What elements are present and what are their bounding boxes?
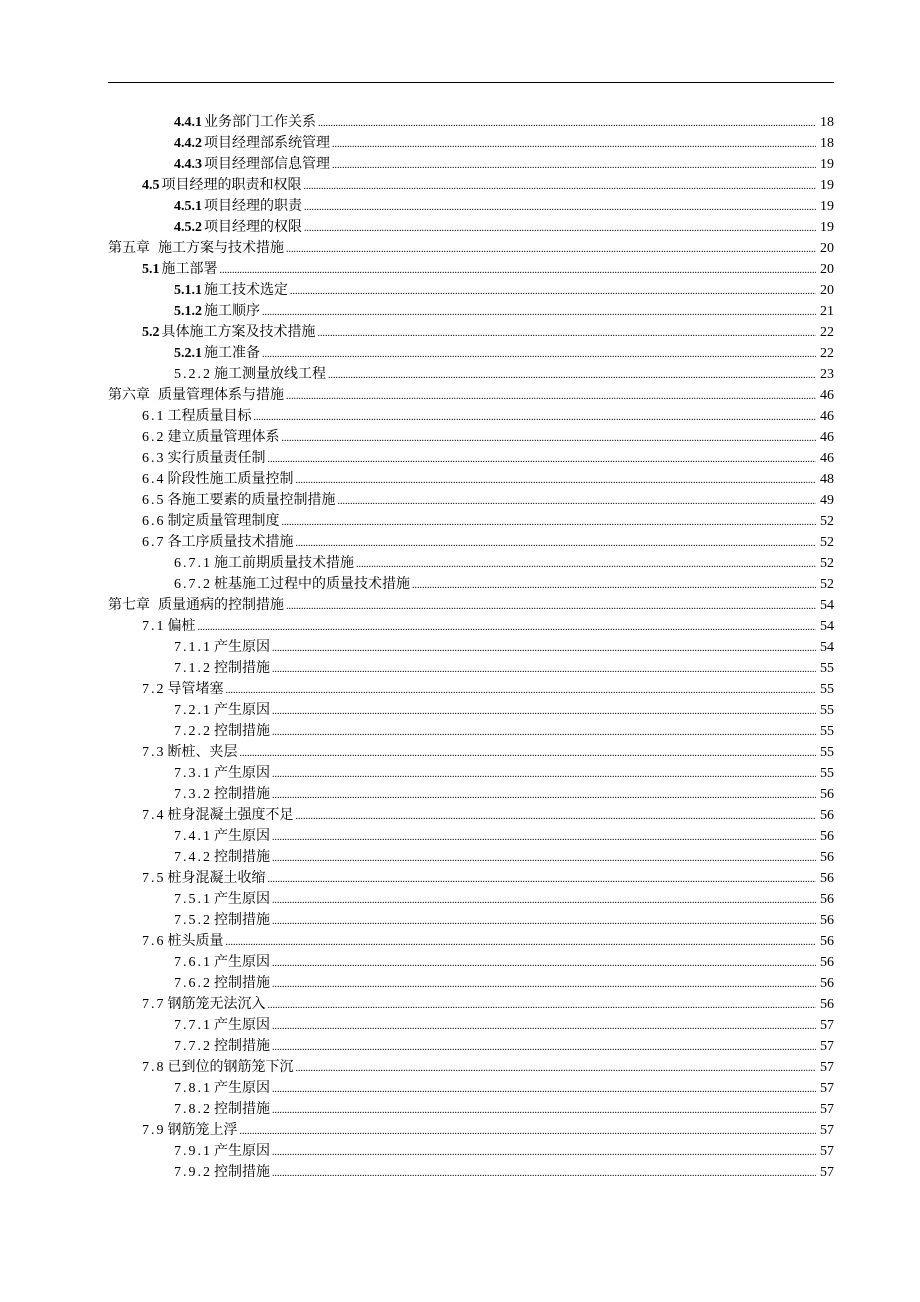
toc-entry-15[interactable] xyxy=(108,406,834,427)
toc-entry-page: 19 xyxy=(820,157,834,172)
toc-entry-page: 48 xyxy=(820,472,834,487)
toc-entry-title: 阶段性施工质量控制 xyxy=(167,471,294,487)
toc-leader-dots xyxy=(272,785,816,806)
toc-entry-page: 56 xyxy=(820,955,834,970)
toc-entry-number: 6.7 xyxy=(142,535,166,550)
toc-entry-title: 项目经理的职责和权限 xyxy=(161,177,302,193)
toc-entry-39[interactable] xyxy=(108,910,834,931)
toc-entry-title: 施工准备 xyxy=(204,345,260,361)
toc-entry-number: 7.5.2 xyxy=(174,913,212,928)
toc-entry-number: 7.3.2 xyxy=(174,787,212,802)
toc-leader-dots xyxy=(240,1121,817,1142)
toc-entry-18[interactable] xyxy=(108,469,834,490)
toc-entry-title: 施工方案与技术措施 xyxy=(158,240,284,256)
toc-entry-21[interactable] xyxy=(108,532,834,553)
toc-entry-36[interactable] xyxy=(108,847,834,868)
toc-leader-dots xyxy=(272,1037,816,1058)
toc-entry-title: 控制措施 xyxy=(214,1101,270,1117)
toc-entry-8[interactable] xyxy=(108,259,834,280)
toc-entry-number: 7.3.1 xyxy=(174,766,212,781)
toc-leader-dots xyxy=(304,197,816,218)
toc-entry-title: 施工顺序 xyxy=(204,303,260,319)
toc-entry-19[interactable] xyxy=(108,490,834,511)
toc-leader-dots xyxy=(268,995,817,1016)
toc-entry-34[interactable] xyxy=(108,805,834,826)
toc-entry-page: 46 xyxy=(820,409,834,424)
toc-entry-50[interactable] xyxy=(108,1141,834,1162)
toc-leader-dots xyxy=(272,1163,816,1184)
toc-entry-page: 55 xyxy=(820,661,834,676)
toc-entry-title: 产生原因 xyxy=(214,891,270,907)
toc-entry-31[interactable] xyxy=(108,742,834,763)
toc-entry-page: 20 xyxy=(820,241,834,256)
toc-entry-title: 项目经理部信息管理 xyxy=(204,156,330,172)
toc-entry-44[interactable] xyxy=(108,1015,834,1036)
toc-entry-number: 7.2 xyxy=(142,682,166,697)
toc-entry-title: 具体施工方案及技术措施 xyxy=(161,324,316,340)
toc-leader-dots xyxy=(220,260,817,281)
toc-leader-dots xyxy=(226,680,817,701)
toc-entry-title: 桩身混凝土强度不足 xyxy=(167,807,294,823)
toc-entry-title: 桩基施工过程中的质量技术措施 xyxy=(214,576,410,592)
toc-entry-number: 6.7.1 xyxy=(174,556,212,571)
toc-entry-number: 4.5.2 xyxy=(174,220,202,235)
toc-entry-page: 56 xyxy=(820,934,834,949)
toc-entry-title: 产生原因 xyxy=(214,828,270,844)
toc-entry-43[interactable] xyxy=(108,994,834,1015)
toc-entry-page: 56 xyxy=(820,997,834,1012)
toc-leader-dots xyxy=(272,1142,816,1163)
toc-entry-page: 56 xyxy=(820,829,834,844)
toc-entry-title: 项目经理部系统管理 xyxy=(204,135,330,151)
toc-entry-number: 7.6.2 xyxy=(174,976,212,991)
toc-entry-page: 56 xyxy=(820,913,834,928)
toc-entry-title: 施工技术选定 xyxy=(204,282,288,298)
toc-leader-dots xyxy=(272,890,816,911)
toc-entry-33[interactable] xyxy=(108,784,834,805)
toc-entry-25[interactable] xyxy=(108,616,834,637)
toc-entry-page: 54 xyxy=(820,619,834,634)
toc-entry-number: 6.2 xyxy=(142,430,166,445)
toc-entry-10[interactable] xyxy=(108,301,834,322)
toc-entry-page: 52 xyxy=(820,577,834,592)
toc-leader-dots xyxy=(338,491,817,512)
toc-entry-title: 产生原因 xyxy=(214,765,270,781)
toc-leader-dots xyxy=(328,365,816,386)
toc-leader-dots xyxy=(290,281,816,302)
toc-entry-number: 7.2.1 xyxy=(174,703,212,718)
toc-entry-number: 4.5 xyxy=(142,178,160,193)
toc-entry-23[interactable] xyxy=(108,574,834,595)
toc-entry-page: 56 xyxy=(820,976,834,991)
toc-entry-page: 49 xyxy=(820,493,834,508)
toc-entry-35[interactable] xyxy=(108,826,834,847)
toc-entry-title: 工程质量目标 xyxy=(167,408,252,424)
toc-entry-number: 4.4.2 xyxy=(174,136,202,151)
toc-entry-page: 46 xyxy=(820,430,834,445)
toc-leader-dots xyxy=(268,449,817,470)
toc-entry-page: 19 xyxy=(820,178,834,193)
toc-leader-dots xyxy=(272,1079,816,1100)
toc-entry-number: 7.4 xyxy=(142,808,166,823)
toc-entry-title: 已到位的钢筋笼下沉 xyxy=(167,1059,294,1075)
toc-entry-title: 偏桩 xyxy=(167,618,196,634)
toc-entry-page: 20 xyxy=(820,283,834,298)
toc-entry-number: 7.4.1 xyxy=(174,829,212,844)
toc-entry-page: 56 xyxy=(820,871,834,886)
toc-entry-number: 7.6.1 xyxy=(174,955,212,970)
toc-entry-page: 56 xyxy=(820,850,834,865)
toc-entry-6[interactable] xyxy=(108,217,834,238)
toc-entry-page: 55 xyxy=(820,745,834,760)
toc-entry-2[interactable] xyxy=(108,133,834,154)
toc-entry-11[interactable] xyxy=(108,322,834,343)
toc-entry-title: 各工序质量技术措施 xyxy=(167,534,294,550)
toc-entry-48[interactable] xyxy=(108,1099,834,1120)
toc-entry-title: 质量通病的控制措施 xyxy=(158,597,284,613)
toc-entry-number: 5.1.2 xyxy=(174,304,202,319)
toc-leader-dots xyxy=(332,155,816,176)
toc-entry-number: 7.1.1 xyxy=(174,640,212,655)
toc-entry-title: 产生原因 xyxy=(214,639,270,655)
toc-leader-dots xyxy=(272,1100,816,1121)
toc-leader-dots xyxy=(296,470,817,491)
toc-entry-page: 19 xyxy=(820,199,834,214)
toc-entry-number: 7.2.2 xyxy=(174,724,212,739)
toc-leader-dots xyxy=(286,386,816,407)
toc-leader-dots xyxy=(286,239,816,260)
toc-leader-dots xyxy=(304,218,816,239)
toc-entry-title: 导管堵塞 xyxy=(167,681,224,697)
toc-entry-29[interactable] xyxy=(108,700,834,721)
toc-leader-dots xyxy=(272,659,816,680)
toc-entry-number: 6.4 xyxy=(142,472,166,487)
toc-leader-dots xyxy=(296,533,817,554)
toc-entry-30[interactable] xyxy=(108,721,834,742)
toc-entry-number: 7.5 xyxy=(142,871,166,886)
toc-entry-title: 桩头质量 xyxy=(167,933,224,949)
toc-entry-title: 桩身混凝土收缩 xyxy=(167,870,266,886)
toc-leader-dots xyxy=(272,953,816,974)
toc-leader-dots xyxy=(332,134,816,155)
toc-leader-dots xyxy=(272,827,816,848)
toc-entry-number: 7.8 xyxy=(142,1060,166,1075)
toc-entry-title: 控制措施 xyxy=(214,1038,270,1054)
toc-entry-title: 控制措施 xyxy=(214,723,270,739)
toc-entry-title: 实行质量责任制 xyxy=(167,450,266,466)
toc-leader-dots xyxy=(296,806,817,827)
toc-entry-32[interactable] xyxy=(108,763,834,784)
toc-entry-24[interactable] xyxy=(108,595,834,616)
toc-entry-41[interactable] xyxy=(108,952,834,973)
toc-entry-number: 7.9.1 xyxy=(174,1144,212,1159)
toc-entry-page: 46 xyxy=(820,388,834,403)
toc-entry-title: 控制措施 xyxy=(214,849,270,865)
toc-entry-number: 第五章 xyxy=(108,241,150,256)
toc-entry-page: 57 xyxy=(820,1039,834,1054)
toc-entry-page: 52 xyxy=(820,535,834,550)
toc-leader-dots xyxy=(272,701,816,722)
toc-entry-38[interactable] xyxy=(108,889,834,910)
toc-entry-number: 7.1 xyxy=(142,619,166,634)
toc-entry-12[interactable] xyxy=(108,343,834,364)
toc-entry-number: 5.1 xyxy=(142,262,160,277)
toc-entry-17[interactable] xyxy=(108,448,834,469)
toc-leader-dots xyxy=(272,848,816,869)
toc-entry-37[interactable] xyxy=(108,868,834,889)
toc-entry-page: 57 xyxy=(820,1018,834,1033)
toc-leader-dots xyxy=(296,1058,817,1079)
toc-entry-number: 6.7.2 xyxy=(174,577,212,592)
toc-entry-45[interactable] xyxy=(108,1036,834,1057)
toc-entry-title: 施工测量放线工程 xyxy=(214,366,326,382)
toc-entry-14[interactable] xyxy=(108,385,834,406)
toc-entry-4[interactable] xyxy=(108,175,834,196)
toc-entry-page: 21 xyxy=(820,304,834,319)
toc-entry-page: 18 xyxy=(820,115,834,130)
toc-entry-26[interactable] xyxy=(108,637,834,658)
toc-entry-page: 18 xyxy=(820,136,834,151)
toc-entry-number: 5.2.2 xyxy=(174,367,212,382)
toc-entry-page: 23 xyxy=(820,367,834,382)
toc-entry-title: 控制措施 xyxy=(214,912,270,928)
toc-entry-title: 产生原因 xyxy=(214,1017,270,1033)
toc-leader-dots xyxy=(226,932,817,953)
toc-leader-dots xyxy=(282,428,817,449)
toc-entry-5[interactable] xyxy=(108,196,834,217)
toc-entry-title: 产生原因 xyxy=(214,702,270,718)
toc-entry-title: 施工前期质量技术措施 xyxy=(214,555,354,571)
toc-leader-dots xyxy=(356,554,816,575)
toc-entry-title: 控制措施 xyxy=(214,786,270,802)
toc-entry-page: 19 xyxy=(820,220,834,235)
toc-leader-dots xyxy=(286,596,816,617)
toc-entry-page: 54 xyxy=(820,640,834,655)
toc-leader-dots xyxy=(272,974,816,995)
toc-entry-27[interactable] xyxy=(108,658,834,679)
toc-entry-number: 7.4.2 xyxy=(174,850,212,865)
toc-entry-7[interactable] xyxy=(108,238,834,259)
toc-leader-dots xyxy=(272,1016,816,1037)
header-rule xyxy=(108,82,834,83)
toc-entry-number: 7.7.2 xyxy=(174,1039,212,1054)
toc-leader-dots xyxy=(272,638,816,659)
toc-entry-number: 7.8.1 xyxy=(174,1081,212,1096)
toc-entry-49[interactable] xyxy=(108,1120,834,1141)
toc-entry-number: 7.8.2 xyxy=(174,1102,212,1117)
toc-entry-51[interactable] xyxy=(108,1162,834,1183)
toc-leader-dots xyxy=(268,869,817,890)
toc-leader-dots xyxy=(304,176,817,197)
toc-entry-page: 52 xyxy=(820,514,834,529)
toc-entry-title: 控制措施 xyxy=(214,975,270,991)
toc-entry-page: 52 xyxy=(820,556,834,571)
toc-leader-dots xyxy=(318,323,817,344)
toc-entry-46[interactable] xyxy=(108,1057,834,1078)
toc-entry-number: 7.3 xyxy=(142,745,166,760)
toc-entry-title: 业务部门工作关系 xyxy=(204,114,316,130)
toc-entry-number: 4.4.3 xyxy=(174,157,202,172)
toc-entry-title: 产生原因 xyxy=(214,1080,270,1096)
toc-entry-number: 7.1.2 xyxy=(174,661,212,676)
toc-entry-page: 57 xyxy=(820,1081,834,1096)
toc-entry-22[interactable] xyxy=(108,553,834,574)
toc-leader-dots xyxy=(412,575,816,596)
toc-entry-28[interactable] xyxy=(108,679,834,700)
toc-entry-title: 产生原因 xyxy=(214,1143,270,1159)
toc-entry-number: 4.4.1 xyxy=(174,115,202,130)
toc-leader-dots xyxy=(262,302,816,323)
toc-entry-title: 钢筋笼上浮 xyxy=(167,1122,238,1138)
toc-entry-page: 22 xyxy=(820,325,834,340)
toc-entry-number: 7.9.2 xyxy=(174,1165,212,1180)
toc-entry-title: 产生原因 xyxy=(214,954,270,970)
toc-leader-dots xyxy=(262,344,816,365)
toc-leader-dots xyxy=(254,407,817,428)
toc-entry-number: 5.2.1 xyxy=(174,346,202,361)
toc-entry-number: 5.1.1 xyxy=(174,283,202,298)
toc-entry-number: 7.6 xyxy=(142,934,166,949)
toc-entry-page: 56 xyxy=(820,808,834,823)
toc-entry-3[interactable] xyxy=(108,154,834,175)
toc-entry-title: 各施工要素的质量控制措施 xyxy=(167,492,336,508)
toc-entry-title: 控制措施 xyxy=(214,660,270,676)
toc-entry-page: 20 xyxy=(820,262,834,277)
toc-entry-page: 57 xyxy=(820,1060,834,1075)
toc-entry-page: 55 xyxy=(820,766,834,781)
toc-entry-number: 4.5.1 xyxy=(174,199,202,214)
toc-entry-page: 57 xyxy=(820,1144,834,1159)
toc-leader-dots xyxy=(240,743,817,764)
toc-entry-title: 制定质量管理制度 xyxy=(167,513,280,529)
toc-entry-page: 57 xyxy=(820,1123,834,1138)
toc-entry-title: 断桩、夹层 xyxy=(167,744,238,760)
toc-entry-20[interactable] xyxy=(108,511,834,532)
toc-entry-page: 56 xyxy=(820,787,834,802)
toc-entry-42[interactable] xyxy=(108,973,834,994)
toc-entry-13[interactable] xyxy=(108,364,834,385)
toc-entry-40[interactable] xyxy=(108,931,834,952)
toc-entry-page: 57 xyxy=(820,1165,834,1180)
toc-entry-number: 6.6 xyxy=(142,514,166,529)
toc-entry-title: 建立质量管理体系 xyxy=(167,429,280,445)
toc-entry-number: 7.7.1 xyxy=(174,1018,212,1033)
toc-entry-title: 控制措施 xyxy=(214,1164,270,1180)
toc-entry-number: 5.2 xyxy=(142,325,160,340)
toc-entry-1[interactable] xyxy=(108,112,834,133)
toc-leader-dots xyxy=(272,722,816,743)
table-of-contents xyxy=(108,112,834,1183)
toc-entry-page: 55 xyxy=(820,682,834,697)
toc-entry-47[interactable] xyxy=(108,1078,834,1099)
toc-leader-dots xyxy=(272,764,816,785)
toc-entry-page: 54 xyxy=(820,598,834,613)
toc-entry-title: 项目经理的职责 xyxy=(204,198,302,214)
toc-entry-number: 6.1 xyxy=(142,409,166,424)
toc-entry-number: 第七章 xyxy=(108,598,150,613)
toc-entry-number: 7.9 xyxy=(142,1123,166,1138)
toc-entry-page: 22 xyxy=(820,346,834,361)
toc-entry-title: 钢筋笼无法沉入 xyxy=(167,996,266,1012)
toc-entry-16[interactable] xyxy=(108,427,834,448)
toc-entry-page: 55 xyxy=(820,724,834,739)
toc-leader-dots xyxy=(318,113,816,134)
toc-leader-dots xyxy=(282,512,817,533)
toc-entry-title: 项目经理的权限 xyxy=(204,219,302,235)
toc-entry-number: 6.3 xyxy=(142,451,166,466)
toc-entry-page: 55 xyxy=(820,703,834,718)
toc-entry-title: 质量管理体系与措施 xyxy=(158,387,284,403)
toc-entry-number: 7.5.1 xyxy=(174,892,212,907)
toc-entry-number: 6.5 xyxy=(142,493,166,508)
toc-leader-dots xyxy=(198,617,817,638)
toc-entry-number: 7.7 xyxy=(142,997,166,1012)
toc-entry-page: 46 xyxy=(820,451,834,466)
toc-entry-page: 57 xyxy=(820,1102,834,1117)
toc-entry-title: 施工部署 xyxy=(161,261,218,277)
toc-entry-page: 56 xyxy=(820,892,834,907)
toc-entry-9[interactable] xyxy=(108,280,834,301)
toc-entry-number: 第六章 xyxy=(108,388,150,403)
toc-leader-dots xyxy=(272,911,816,932)
